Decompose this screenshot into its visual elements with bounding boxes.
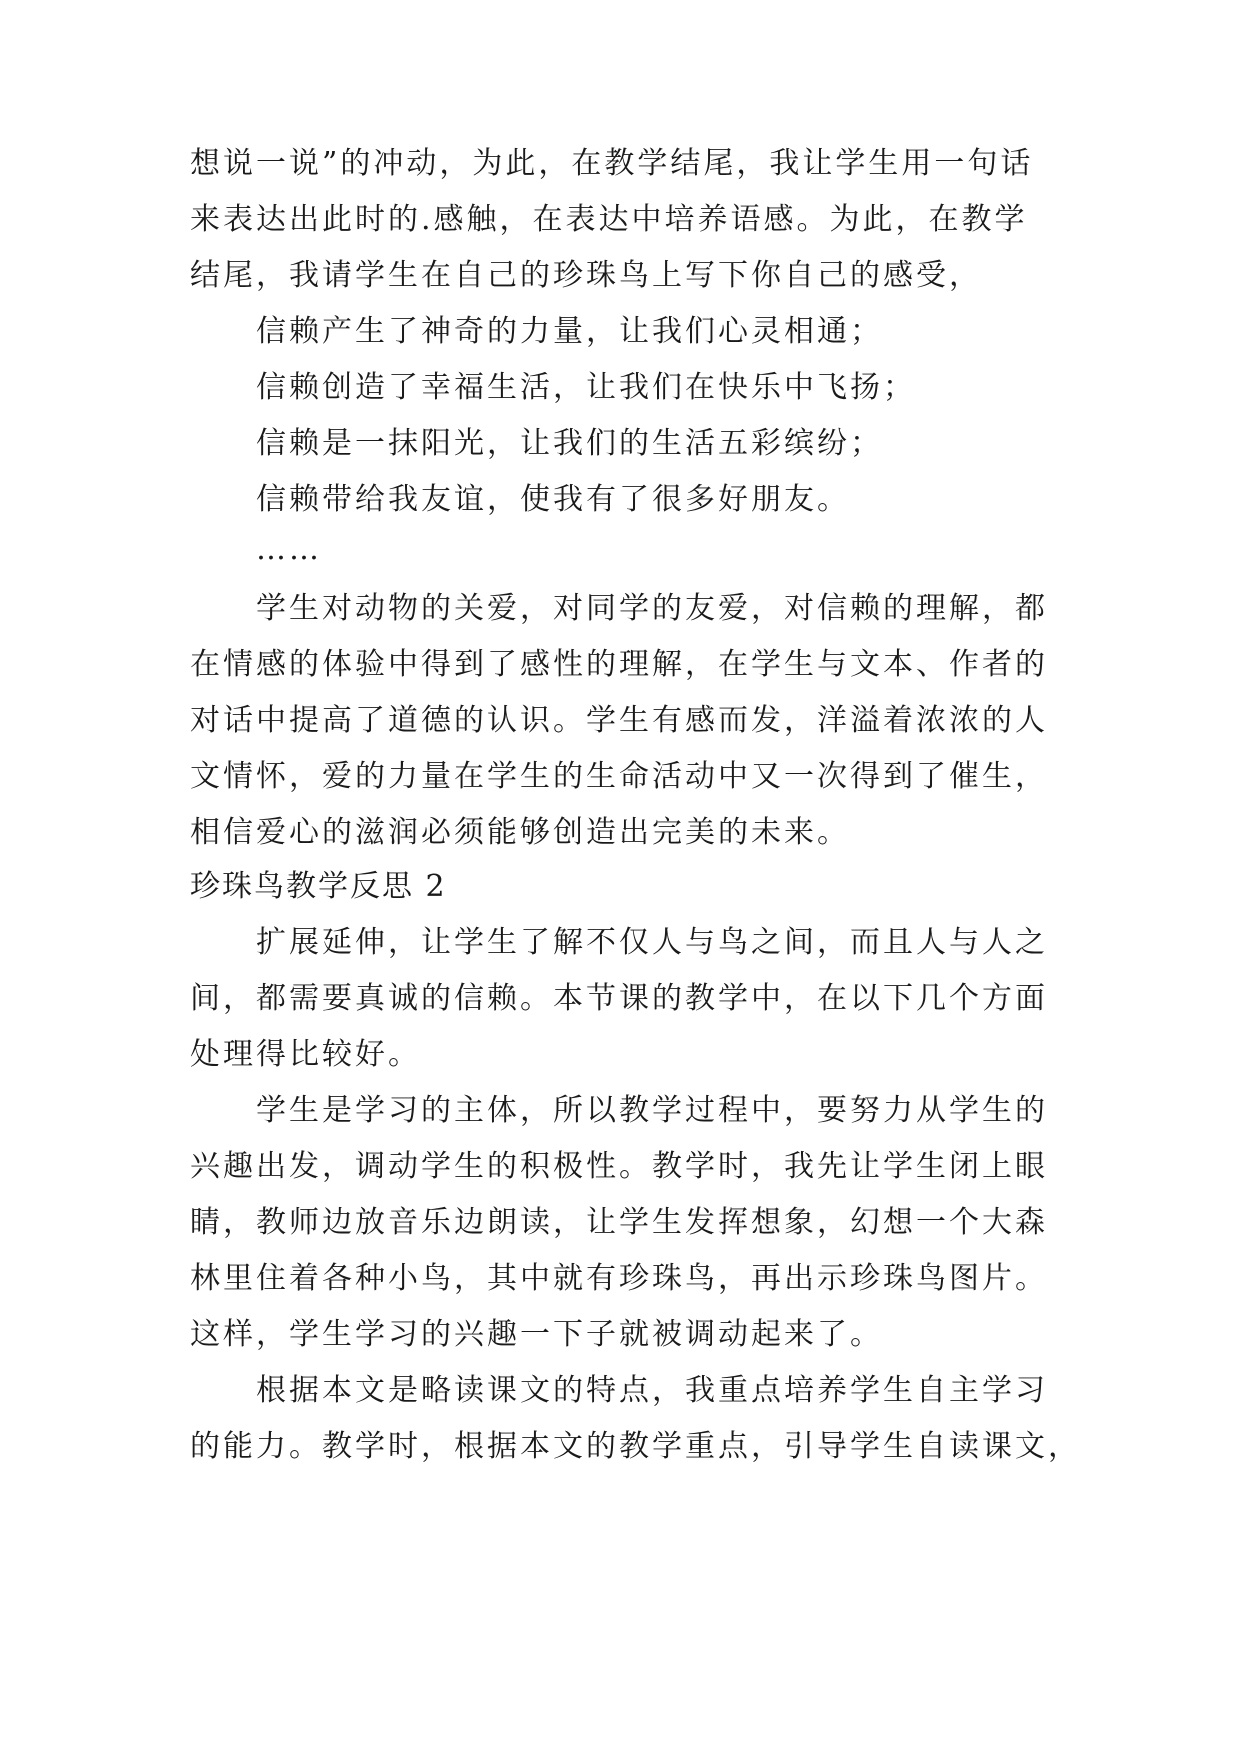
paragraph-line: 相信爱心的滋润必须能够创造出完美的未来。 [190, 815, 850, 850]
poem-line: 信赖是一抹阳光，让我们的生活五彩缤纷； [256, 426, 883, 461]
section-heading: 珍珠鸟教学反思 2 [190, 869, 447, 904]
paragraph-line: 根据本文是略读课文的特点，我重点培养学生自主学习 [256, 1373, 1048, 1408]
paragraph-line: 对话中提高了道德的认识。学生有感而发，洋溢着浓浓的人 [190, 703, 1048, 738]
paragraph-line: 的能力。教学时，根据本文的教学重点，引导学生自读课文， [190, 1429, 1081, 1464]
poem-line: 信赖带给我友谊，使我有了很多好朋友。 [256, 482, 850, 517]
paragraph-line: 来表达出此时的.感触，在表达中培养语感。为此，在教学 [190, 202, 1028, 237]
paragraph-line: 这样，学生学习的兴趣一下子就被调动起来了。 [190, 1317, 883, 1352]
ellipsis-line: …… [256, 532, 322, 567]
paragraph-line: 间，都需要真诚的信赖。本节课的教学中，在以下几个方面 [190, 981, 1048, 1016]
poem-line: 信赖产生了神奇的力量，让我们心灵相通； [256, 314, 883, 349]
paragraph-line: 睛，教师边放音乐边朗读，让学生发挥想象，幻想一个大森 [190, 1205, 1048, 1240]
paragraph-line: 兴趣出发，调动学生的积极性。教学时，我先让学生闭上眼 [190, 1149, 1048, 1184]
paragraph-line: 扩展延伸，让学生了解不仅人与鸟之间，而且人与人之 [256, 925, 1048, 960]
paragraph-line: 学生是学习的主体，所以教学过程中，要努力从学生的 [256, 1093, 1048, 1128]
paragraph-line: 在情感的体验中得到了感性的理解，在学生与文本、作者的 [190, 647, 1048, 682]
paragraph-line: 学生对动物的关爱，对同学的友爱，对信赖的理解，都 [256, 591, 1048, 626]
paragraph-line: 想说一说”的冲动，为此，在教学结尾，我让学生用一句话 [190, 146, 1034, 181]
paragraph-line: 结尾，我请学生在自己的珍珠鸟上写下你自己的感受， [190, 258, 982, 293]
poem-line: 信赖创造了幸福生活，让我们在快乐中飞扬； [256, 370, 916, 405]
paragraph-line: 文情怀，爱的力量在学生的生命活动中又一次得到了催生， [190, 759, 1048, 794]
paragraph-line: 处理得比较好。 [190, 1037, 421, 1072]
paragraph-line: 林里住着各种小鸟，其中就有珍珠鸟，再出示珍珠鸟图片。 [190, 1261, 1048, 1296]
